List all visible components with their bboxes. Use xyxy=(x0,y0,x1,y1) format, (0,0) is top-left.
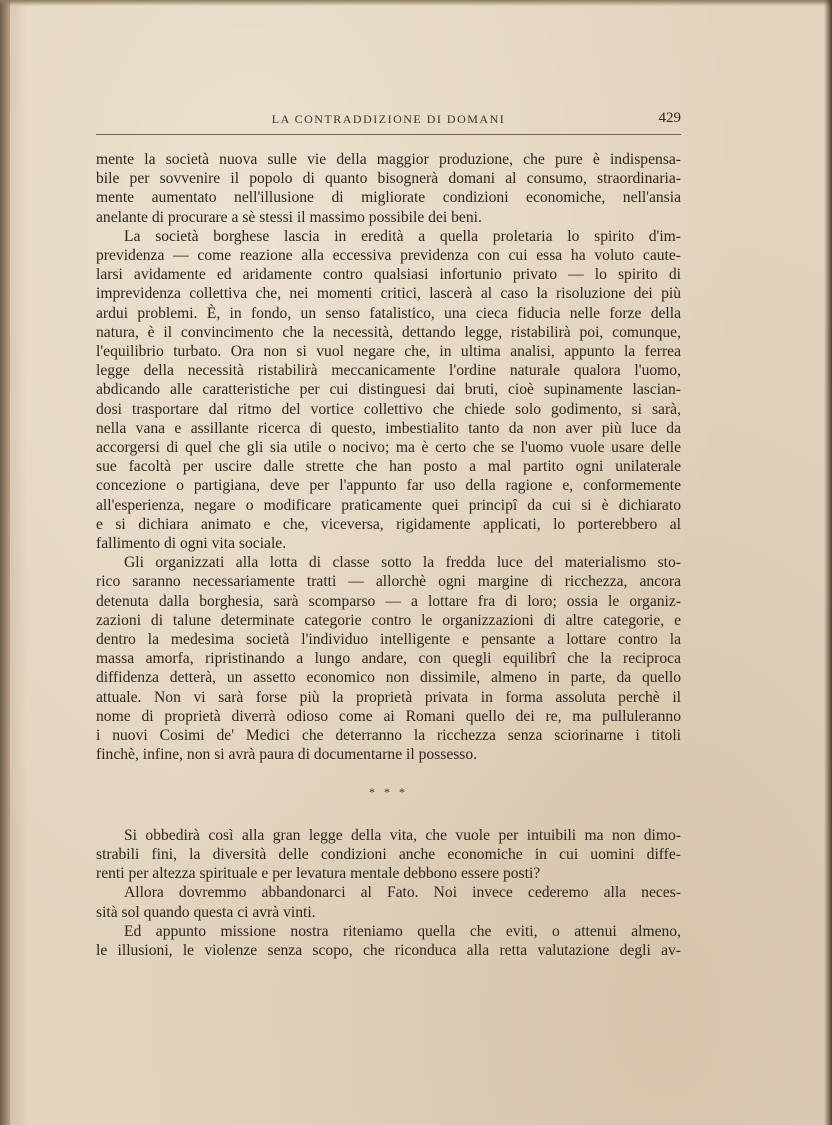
text-line: concezione o partigiana, deve per l'appunto far uso della ragione e, conformemente xyxy=(96,477,681,495)
text-line: mente aumentato nell'illusione di migliorate condizioni economiche, nell'ansia xyxy=(96,189,681,207)
text-line: e si dichiara animato e che, viceversa, rigidamente applicati, lo porterebbero al xyxy=(96,515,681,533)
text-line: larsi avidamente ed aridamente contro qualsiasi infortunio privato — lo spirito di xyxy=(96,266,681,284)
text-line: all'esperienza, negare o modificare praticamente quei principî da cui si è dichiarato xyxy=(96,496,681,514)
text-line: Ed appunto missione nostra riteniamo quella che eviti, o attenui almeno, xyxy=(124,922,681,940)
text-line: massa amorfa, ripristinando a lungo andare, con quegli equilibrî che la reciproca xyxy=(96,650,681,668)
text-line: detenuta dalla borghesia, sarà scomparso — a lottare fra di loro; ossia le organiz- xyxy=(96,592,681,610)
text-line: dosi trasportare dal ritmo del vortice collettivo che chiede solo godimento, si sarà, xyxy=(96,400,681,418)
text-line: ardui problemi. È, in fondo, un senso fatalistico, una cieca fiducia nelle forze della xyxy=(96,304,681,322)
text-line: imprevidenza collettiva che, nei momenti critici, lascerà al caso la risoluzione dei più xyxy=(96,285,681,303)
text-line: attuale. Non vi sarà forse più la proprietà privata in forma assoluta perchè il xyxy=(96,688,681,706)
text-line: sue facoltà per uscire dalle strette che han posto a mal partito ogni unilaterale xyxy=(96,458,681,476)
text-line: mente la società nuova sulle vie della maggior produzione, che pure è indispensa- xyxy=(96,151,681,168)
text-line: accorgersi di quel che gli sia utile o nocivo; ma è certo che se l'uomo vuole usare delle xyxy=(96,439,681,457)
text-line: bile per sovvenire il popolo di quanto bisognerà domani al consumo, straordinaria- xyxy=(96,170,681,188)
page-top-edge xyxy=(0,0,832,6)
text-line: Gli organizzati alla lotta di classe sotto la fredda luce del materialismo sto- xyxy=(124,554,681,572)
page-number: 429 xyxy=(658,110,681,126)
text-line: strabili fini, la diversità delle condizioni anche economiche in cui uomini diffe- xyxy=(96,845,681,863)
page-binding-edge xyxy=(0,0,10,1125)
body-text xyxy=(96,150,681,960)
text-line: fallimento di ogni vita sociale. xyxy=(96,535,287,553)
text-line: legge della necessità ristabilirà meccanicamente l'ordine naturale qualora l'uomo, xyxy=(96,362,681,380)
text-line: dentro la medesima società l'individuo intelligente e pensante a lottare contro la xyxy=(96,631,681,649)
text-line: sità sol quando questa ci avrà vinti. xyxy=(96,903,316,921)
text-line: Si obbedirà così alla gran legge della vita, che vuole per intuibili ma non dimo- xyxy=(124,826,681,844)
text-line: le illusioni, le violenze senza scopo, che riconduca alla retta valutazione degli av- xyxy=(96,941,681,959)
section-separator: * * * xyxy=(369,784,408,799)
text-line: La società borghese lascia in eredità a quella proletaria lo spirito d'im- xyxy=(124,227,681,245)
running-title: LA CONTRADDIZIONE DI DOMANI xyxy=(271,112,506,126)
text-line: Allora dovremmo abbandonarci al Fato. Noi invece cederemo alla neces- xyxy=(124,884,681,902)
page-right-edge xyxy=(824,0,832,1125)
text-line: abdicando alle caratteristiche per cui distinguesi dai bruti, cioè supinamente lascian- xyxy=(96,381,681,399)
text-line: zazioni di talune determinate categorie contro le organizzazioni di altre categorie, e xyxy=(96,611,681,629)
text-line: i nuovi Cosimi de' Medici che deterranno la ricchezza senza sciorinarne i titoli xyxy=(96,727,681,745)
text-line: natura, è il convincimento che la necessità, dettando legge, ristabilirà poi, comunque, xyxy=(96,323,681,341)
text-line: finchè, infine, non si avrà paura di documentarne il possesso. xyxy=(96,746,478,764)
text-line: l'equilibrio turbato. Ora non si vuol negare che, in ultima analisi, appunto la ferrea xyxy=(96,343,681,361)
text-line: nella vana e assillante ricerca di questo, imbestialito tanto da non aver più luce da xyxy=(96,419,681,437)
text-line: diffidenza detterà, un assetto economico non dissimile, almeno in parte, da quello xyxy=(96,669,681,687)
text-line: renti per altezza spirituale e per levatura mentale debbono essere posti? xyxy=(96,865,541,883)
text-line: rico saranno necessariamente tratti — allorchè ogni margine di ricchezza, ancora xyxy=(96,573,681,591)
text-line: anelante di procurare a sè stessi il massimo possibile dei beni. xyxy=(96,208,482,226)
running-header xyxy=(96,110,681,135)
text-line: previdenza — come reazione alla eccessiva previdenza con cui essa ha voluto caute- xyxy=(96,247,681,265)
text-line: nome di proprietà diverrà odioso come ai Romani quello dei re, ma pulluleranno xyxy=(96,707,681,725)
